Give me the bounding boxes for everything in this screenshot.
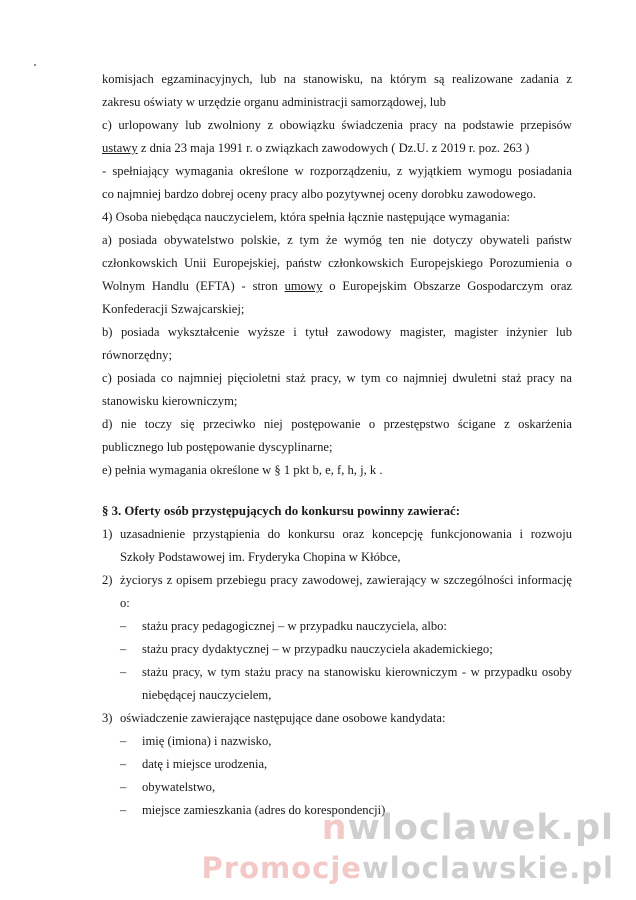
watermark-text: wloclawskie.pl [361, 851, 614, 885]
text-line: komisjach egzaminacyjnych, lub na stanowisku, na którym są realizowane zadania z [102, 72, 572, 86]
dash-bullet: – [120, 803, 127, 817]
text-line: c) posiada co najmniej pięcioletni staż pracy, w tym co najmniej dwuletni staż pracy na [102, 371, 572, 385]
sub-list-item [102, 638, 572, 661]
text-line: publicznego lub postępowanie dyscyplinarne; [102, 440, 333, 454]
text-line: b) posiada wykształcenie wyższe i tytuł zawodowy magister, magister inżynier lub [102, 325, 572, 339]
sub-list-item [102, 661, 572, 707]
section-heading: § 3. Oferty osób przystępujących do konkursu powinny zawierać: [102, 504, 460, 518]
text-line: e) pełnia wymagania określone w § 1 pkt b, e, f, h, j, k . [102, 463, 383, 477]
sub-list-item [102, 615, 572, 638]
text-line: równorzędny; [102, 348, 172, 362]
agreement-link[interactable]: umowy [284, 279, 323, 293]
dash-bullet: – [120, 619, 127, 633]
list-text: życiorys z opisem przebiegu pracy zawodowej, zawierający w szczególności informację o: [120, 573, 572, 610]
watermark-text: wloclawek.pl [347, 808, 614, 848]
statute-link[interactable]: ustawy [102, 141, 138, 155]
watermark-promo [202, 851, 614, 885]
list-item [102, 523, 572, 569]
text-line: 4) Osoba niebędąca nauczycielem, która spełnia łącznie następujące wymagania: [102, 210, 511, 224]
scan-speck [34, 64, 36, 66]
dash-bullet: – [120, 757, 127, 771]
sub-list-text: imię (imiona) i nazwisko, [142, 734, 272, 748]
list-number: 1) [102, 527, 113, 541]
dash-bullet: – [120, 665, 127, 679]
watermark-site [322, 808, 614, 848]
text-fragment: z dnia 23 maja 1991 r. o związkach zawodowych ( Dz.U. z 2019 r. poz. 263 ) [137, 141, 530, 155]
document-body [102, 68, 572, 822]
sub-list-item [102, 730, 572, 753]
text-line: d) nie toczy się przeciwko niej postępowanie o przestępstwo ścigane z oskarżenia [102, 417, 572, 431]
text-line: członkowskich Unii Europejskiej, państw członkowskich Europejskiego Porozumienia o [102, 256, 572, 270]
watermark-accent: n [321, 808, 348, 848]
text-fragment: o Europejskim Obszarze Gospodarczym oraz [322, 279, 572, 293]
text-line: co najmniej bardzo dobrej oceny pracy albo pozytywnej oceny dorobku zawodowego. [102, 187, 536, 201]
sub-list-text: datę i miejsce urodzenia, [142, 757, 268, 771]
list-text: oświadczenie zawierające następujące dane osobowe kandydata: [120, 711, 446, 725]
dash-bullet: – [120, 780, 127, 794]
list-number: 3) [102, 711, 113, 725]
text-line [102, 275, 572, 298]
list-item [102, 569, 572, 615]
text-line [102, 137, 572, 160]
sub-list-text: stażu pracy dydaktycznej – w przypadku nauczyciela akademickiego; [142, 642, 493, 656]
dash-bullet: – [120, 642, 127, 656]
list-text: uzasadnienie przystąpienia do konkursu oraz koncepcję funkcjonowania i rozwoju Szkoły Podstawowej im. Fryderyka Chopina w Kłóbce, [120, 527, 572, 564]
sub-list-text: stażu pracy, w tym stażu pracy na stanowisku kierowniczym - w przypadku osoby niebędącej nauczycielem, [142, 665, 572, 702]
sub-list-item [102, 753, 572, 776]
text-fragment: Wolnym Handlu (EFTA) - stron [102, 279, 285, 293]
sub-list-text: obywatelstwo, [142, 780, 216, 794]
sub-list-text: stażu pracy pedagogicznej – w przypadku nauczyciela, albo: [142, 619, 447, 633]
sub-list-item [102, 776, 572, 799]
dash-bullet: – [120, 734, 127, 748]
text-line: Konfederacji Szwajcarskiej; [102, 302, 245, 316]
text-line: c) urlopowany lub zwolniony z obowiązku świadczenia pracy na podstawie przepisów [102, 118, 572, 132]
text-line: a) posiada obywatelstwo polskie, z tym że wymóg ten nie dotyczy obywateli państw [102, 233, 572, 247]
text-line: stanowisku kierowniczym; [102, 394, 238, 408]
list-number: 2) [102, 573, 113, 587]
sub-list-text: miejsce zamieszkania (adres do korespondencji), [142, 803, 389, 817]
list-item [102, 707, 572, 730]
text-line: - spełniający wymagania określone w rozporządzeniu, z wyjątkiem wymogu posiadania [102, 164, 572, 178]
text-line: zakresu oświaty w urzędzie organu administracji samorządowej, lub [102, 95, 446, 109]
watermark-accent: Promocje [201, 851, 362, 885]
